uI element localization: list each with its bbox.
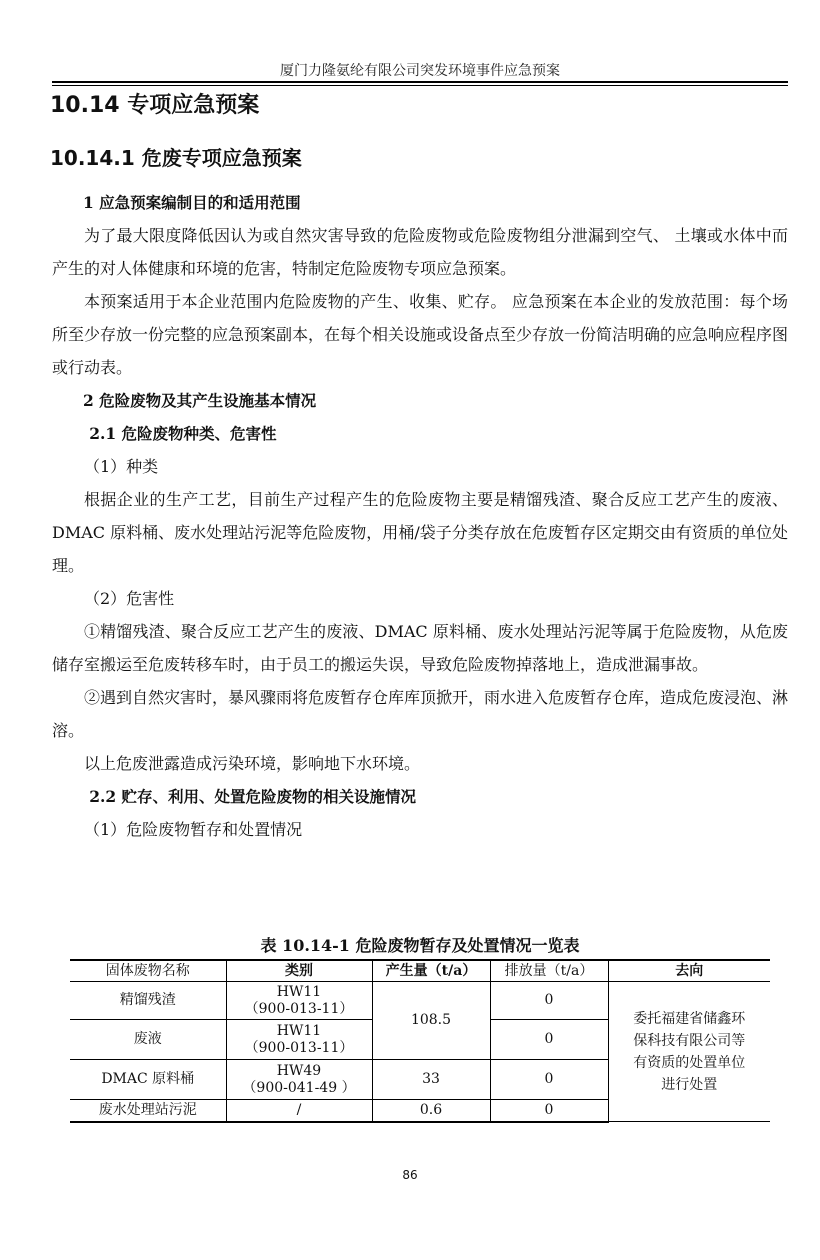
heading-level2: 10.14.1 危废专项应急预案 <box>50 146 302 170</box>
section-2-title: 2 危险废物及其产生设施基本情况 <box>83 391 317 410</box>
section-2-2-title: 2.2 贮存、利用、处置危险废物的相关设施情况 <box>89 787 417 806</box>
section-2-1-paragraph-2: ①精馏残渣、聚合反应工艺产生的废液、DMAC 原料桶、废水处理站污泥等属于危险废物，从危废储存室搬运至危废转移车时，由于员工的搬运失误，导致危险废物掉落地上，造成泄漏事故。 <box>52 622 788 674</box>
section-1-title: 1 应急预案编制目的和适用范围 <box>83 193 301 212</box>
cell-name: 废水处理站污泥 <box>70 1100 226 1122</box>
header-rule-thin <box>52 85 788 86</box>
cell-production-merged: 108.5 <box>372 982 490 1060</box>
header-category: 类别 <box>226 960 372 982</box>
cell-name: 精馏残渣 <box>70 982 226 1020</box>
cell-emission: 0 <box>490 1060 608 1100</box>
cell-production: 33 <box>372 1060 490 1100</box>
section-2-1-paragraph-1: 根据企业的生产工艺，目前生产过程产生的危险废物主要是精馏残渣、聚合反应工艺产生的废液、DMAC 原料桶、废水处理站污泥等危险废物，用桶/袋子分类存放在危废暂存区定期交由有资质的单位处理。 <box>52 490 788 575</box>
section-1-paragraph-2: 本预案适用于本企业范围内危险废物的产生、收集、贮存。 应急预案在本企业的发放范围：每个场所至少存放一份完整的应急预案副本，在每个相关设施或设备点至少存放一份简洁明确的应急响应程序图或行动表。 <box>52 292 789 377</box>
hazardous-waste-table <box>70 959 770 1123</box>
header-rule-thick <box>52 81 788 83</box>
cell-category: HW49 （900-041-49 ） <box>226 1060 372 1100</box>
section-2-1-paragraph-3: ②遇到自然灾害时，暴风骤雨将危废暂存仓库库顶掀开，雨水进入危废暂存仓库，造成危废浸泡、淋溶。 <box>52 688 789 740</box>
cell-category: HW11 （900-013-11） <box>226 1020 372 1060</box>
header-destination: 去向 <box>608 960 770 982</box>
cell-destination: 委托福建省储鑫环 保科技有限公司等 有资质的处置单位 进行处置 <box>608 982 770 1122</box>
cell-production: 0.6 <box>372 1100 490 1122</box>
section-2-1-paragraph-4: 以上危废泄露造成污染环境，影响地下水环境。 <box>84 754 421 773</box>
cell-name: DMAC 原料桶 <box>70 1060 226 1100</box>
section-1-paragraph-1: 为了最大限度降低因认为或自然灾害导致的危险废物或危险废物组分泄漏到空气、 土壤或水体中而产生的对人体健康和环境的危害，特制定危险废物专项应急预案。 <box>52 226 788 278</box>
section-2-1-title: 2.1 危险废物种类、危害性 <box>89 424 277 443</box>
item-hazards: （2）危害性 <box>84 589 175 608</box>
table-row <box>70 982 770 1020</box>
cell-emission: 0 <box>490 1020 608 1060</box>
cell-emission: 0 <box>490 1100 608 1122</box>
cell-emission: 0 <box>490 982 608 1020</box>
cell-category: HW11 （900-013-11） <box>226 982 372 1020</box>
table-caption: 表 10.14-1 危险废物暂存及处置情况一览表 <box>260 936 580 955</box>
header-emission: 排放量（t/a） <box>490 960 608 982</box>
cell-category: / <box>226 1100 372 1122</box>
item-types: （1）种类 <box>84 457 159 476</box>
page-number: 86 <box>402 1168 418 1182</box>
item-storage-disposal: （1）危险废物暂存和处置情况 <box>84 820 303 839</box>
header-production: 产生量（t/a） <box>372 960 490 982</box>
body-text <box>52 186 788 846</box>
cell-name: 废液 <box>70 1020 226 1060</box>
table-header-row <box>70 960 770 982</box>
running-header: 厦门力隆氨纶有限公司突发环境事件应急预案 <box>280 63 560 79</box>
header-name: 固体废物名称 <box>70 960 226 982</box>
heading-level1: 10.14 专项应急预案 <box>50 93 260 118</box>
